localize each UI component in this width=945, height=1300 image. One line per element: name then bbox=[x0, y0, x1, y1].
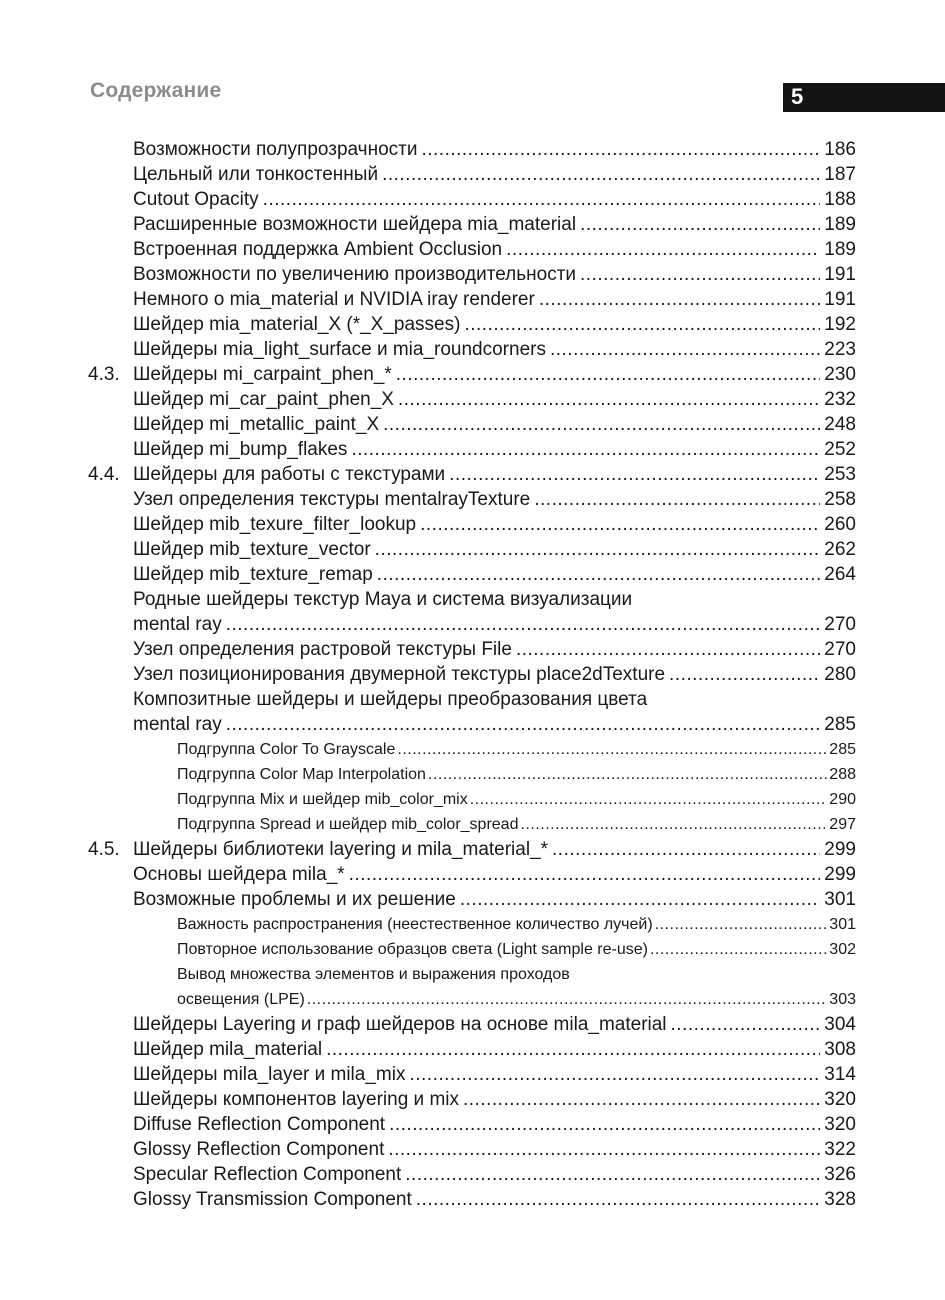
toc-leader-dots bbox=[669, 662, 820, 687]
toc-leader-dots bbox=[349, 862, 821, 887]
toc-leader-dots bbox=[655, 912, 828, 937]
toc-page-number: 285 bbox=[829, 741, 856, 758]
toc-entry bbox=[0, 662, 945, 687]
toc-entry bbox=[0, 137, 945, 162]
toc-entry-title: Подгруппа Color To Grayscale bbox=[177, 741, 396, 758]
toc-entry-title: Шейдеры mila_layer и mila_mix bbox=[133, 1064, 406, 1085]
toc-entry-title: Glossy Reflection Component bbox=[133, 1139, 385, 1160]
toc-leader-dots bbox=[580, 262, 820, 287]
toc-leader-dots bbox=[539, 287, 820, 312]
toc-page-number: 322 bbox=[824, 1139, 856, 1160]
toc-entry-title: Шейдер mib_texure_filter_lookup bbox=[133, 514, 417, 535]
toc-line bbox=[133, 162, 856, 187]
toc-entry bbox=[0, 562, 945, 587]
toc-entry-title: Шейдер mib_texture_remap bbox=[133, 564, 373, 585]
toc-leader-dots bbox=[409, 1062, 820, 1087]
toc-page-number: 326 bbox=[824, 1164, 856, 1185]
toc-entry bbox=[0, 1087, 945, 1112]
toc-page-number: 320 bbox=[824, 1089, 856, 1110]
toc-line bbox=[133, 212, 856, 237]
toc-entry-title: Композитные шейдеры и шейдеры преобразования цвета bbox=[133, 689, 648, 710]
toc-leader-dots bbox=[326, 1037, 820, 1062]
toc-section-number: 4.3. bbox=[88, 364, 120, 385]
toc-line bbox=[133, 287, 856, 312]
toc-entry-title: Важность распространения (неестественное количество лучей) bbox=[177, 916, 653, 933]
toc-entry-title: Шейдер mi_metallic_paint_X bbox=[133, 414, 380, 435]
toc-entry bbox=[0, 337, 945, 362]
toc-entry-title: Шейдеры Layering и граф шейдеров на основе mila_material bbox=[133, 1014, 667, 1035]
toc-entry bbox=[0, 237, 945, 262]
toc-leader-dots bbox=[516, 637, 820, 662]
toc-entry bbox=[0, 1137, 945, 1162]
toc-page-number: 248 bbox=[824, 414, 856, 435]
toc-page-number: 299 bbox=[824, 864, 856, 885]
toc-entry bbox=[0, 1112, 945, 1137]
toc-line bbox=[133, 1037, 856, 1062]
toc-page-number: 308 bbox=[824, 1039, 856, 1060]
toc-entry bbox=[0, 187, 945, 212]
toc-leader-dots bbox=[396, 362, 821, 387]
toc-entry-title: Шейдеры для работы с текстурами bbox=[133, 464, 446, 485]
toc-entry-title: Diffuse Reflection Component bbox=[133, 1114, 386, 1135]
toc-line bbox=[133, 637, 856, 662]
toc-line bbox=[133, 712, 856, 737]
toc-entry bbox=[0, 937, 945, 962]
toc-line bbox=[133, 1062, 856, 1087]
toc-leader-dots bbox=[226, 612, 821, 637]
toc-line bbox=[133, 437, 856, 462]
toc-page-number: 191 bbox=[824, 264, 856, 285]
toc-leader-dots bbox=[520, 812, 827, 837]
toc-page-number: 299 bbox=[824, 839, 856, 860]
toc-line bbox=[133, 687, 647, 712]
toc-line bbox=[177, 737, 856, 762]
toc-entry bbox=[0, 812, 945, 837]
toc-entry bbox=[0, 362, 945, 387]
toc-leader-dots bbox=[226, 712, 821, 737]
toc-page-number: 301 bbox=[824, 889, 856, 910]
toc-leader-dots bbox=[470, 787, 828, 812]
toc-page-number: 191 bbox=[824, 289, 856, 310]
toc-line bbox=[133, 512, 856, 537]
page-number: 5 bbox=[791, 84, 804, 109]
toc-entry bbox=[0, 1037, 945, 1062]
toc-entry bbox=[0, 462, 945, 487]
toc-page-number: 187 bbox=[824, 164, 856, 185]
toc-leader-dots bbox=[671, 1012, 821, 1037]
toc-entry bbox=[0, 887, 945, 912]
toc-page-number: 189 bbox=[824, 239, 856, 260]
toc-line bbox=[133, 562, 856, 587]
toc-page-number: 303 bbox=[829, 991, 856, 1008]
toc-line bbox=[133, 612, 856, 637]
toc-page-number: 270 bbox=[824, 614, 856, 635]
toc-line bbox=[133, 887, 856, 912]
toc-entry bbox=[0, 537, 945, 562]
toc-line bbox=[133, 412, 856, 437]
toc-entry bbox=[0, 1162, 945, 1187]
toc-page-number: 290 bbox=[829, 791, 856, 808]
toc-page-number: 188 bbox=[824, 189, 856, 210]
toc-entry-title: Cutout Opacity bbox=[133, 189, 259, 210]
toc-entry-title: Шейдер mila_material bbox=[133, 1039, 323, 1060]
toc-page-number: 301 bbox=[829, 916, 856, 933]
toc-entry-title: Узел определения текстуры mentalrayTexture bbox=[133, 489, 531, 510]
toc-leader-dots bbox=[534, 487, 820, 512]
toc-leader-dots bbox=[550, 337, 820, 362]
toc-line bbox=[133, 187, 856, 212]
toc-entry-title: Возможные проблемы и их решение bbox=[133, 889, 456, 910]
toc-entry-title: Возможности полупрозрачности bbox=[133, 139, 418, 160]
toc-entry bbox=[0, 312, 945, 337]
toc-entry bbox=[0, 912, 945, 937]
toc-entry bbox=[0, 1062, 945, 1087]
toc-leader-dots bbox=[460, 887, 820, 912]
toc-entry-title: Шейдер mi_bump_flakes bbox=[133, 439, 348, 460]
toc-line bbox=[133, 137, 856, 162]
toc-leader-dots bbox=[420, 512, 820, 537]
toc-leader-dots bbox=[398, 387, 820, 412]
toc-entry-title: Узел позиционирования двумерной текстуры place2dTexture bbox=[133, 664, 666, 685]
toc-line bbox=[133, 462, 856, 487]
toc-entry bbox=[0, 612, 945, 637]
toc-entry bbox=[0, 437, 945, 462]
toc-entry-title: Повторное использование образцов света (Light sample re-use) bbox=[177, 941, 648, 958]
toc-entry-title: Вывод множества элементов и выражения проходов bbox=[177, 966, 570, 983]
toc-line bbox=[133, 387, 856, 412]
toc-entry-title: Родные шейдеры текстур Maya и система визуализации bbox=[133, 589, 633, 610]
toc-line bbox=[133, 487, 856, 512]
toc-page-number: 280 bbox=[824, 664, 856, 685]
toc-leader-dots bbox=[506, 237, 820, 262]
toc-leader-dots bbox=[377, 562, 821, 587]
toc-line bbox=[177, 787, 856, 812]
toc-page-number: 186 bbox=[824, 139, 856, 160]
toc-page-number: 302 bbox=[829, 941, 856, 958]
toc-page-number: 270 bbox=[824, 639, 856, 660]
toc-entry-title: Возможности по увеличению производительности bbox=[133, 264, 577, 285]
toc-page-number: 189 bbox=[824, 214, 856, 235]
toc-leader-dots bbox=[351, 437, 820, 462]
toc-page-number: 192 bbox=[824, 314, 856, 335]
toc-line bbox=[133, 262, 856, 287]
toc-line bbox=[133, 312, 856, 337]
toc-line bbox=[177, 762, 856, 787]
toc-entry bbox=[0, 1187, 945, 1212]
toc-entry bbox=[0, 837, 945, 862]
toc-entry-title: Шейдер mib_texture_vector bbox=[133, 539, 371, 560]
table-of-contents bbox=[0, 137, 945, 1212]
toc-entry bbox=[0, 512, 945, 537]
toc-leader-dots bbox=[375, 537, 821, 562]
toc-line bbox=[133, 587, 632, 612]
toc-entry-title: Основы шейдера mila_* bbox=[133, 864, 345, 885]
toc-line bbox=[133, 1137, 856, 1162]
toc-leader-dots bbox=[388, 1137, 820, 1162]
toc-entry-title: Шейдеры mi_carpaint_phen_* bbox=[133, 364, 392, 385]
toc-entry-title: освещения (LPE) bbox=[177, 991, 305, 1008]
toc-page-number: 253 bbox=[824, 464, 856, 485]
toc-leader-dots bbox=[421, 137, 820, 162]
toc-entry-title: Цельный или тонкостенный bbox=[133, 164, 379, 185]
toc-entry-title: Немного о mia_material и NVIDIA iray renderer bbox=[133, 289, 535, 310]
toc-page-number: 260 bbox=[824, 514, 856, 535]
toc-entry-title: Расширенные возможности шейдера mia_material bbox=[133, 214, 577, 235]
toc-leader-dots bbox=[397, 737, 827, 762]
toc-entry-title: mental ray bbox=[133, 614, 222, 635]
toc-leader-dots bbox=[405, 1162, 820, 1187]
toc-line bbox=[177, 912, 856, 937]
toc-page-number: 285 bbox=[824, 714, 856, 735]
toc-leader-dots bbox=[650, 937, 827, 962]
toc-section-number: 4.4. bbox=[88, 464, 120, 485]
toc-leader-dots bbox=[383, 412, 820, 437]
toc-page-number: 262 bbox=[824, 539, 856, 560]
toc-leader-dots bbox=[552, 837, 820, 862]
toc-page-number: 320 bbox=[824, 1114, 856, 1135]
toc-leader-dots bbox=[580, 212, 820, 237]
toc-line bbox=[133, 237, 856, 262]
toc-line bbox=[133, 1087, 856, 1112]
toc-line bbox=[133, 1187, 856, 1212]
toc-entry bbox=[0, 862, 945, 887]
toc-entry bbox=[0, 487, 945, 512]
toc-line bbox=[177, 937, 856, 962]
toc-entry bbox=[0, 1012, 945, 1037]
toc-entry bbox=[0, 637, 945, 662]
toc-line bbox=[133, 862, 856, 887]
toc-entry bbox=[0, 712, 945, 737]
toc-entry-title: Glossy Transmission Component bbox=[133, 1189, 412, 1210]
toc-page-number: 223 bbox=[824, 339, 856, 360]
toc-leader-dots bbox=[449, 462, 820, 487]
toc-entry bbox=[0, 987, 945, 1012]
toc-entry-title: Встроенная поддержка Ambient Occlusion bbox=[133, 239, 503, 260]
toc-entry bbox=[0, 212, 945, 237]
toc-entry bbox=[0, 287, 945, 312]
toc-line bbox=[133, 662, 856, 687]
toc-entry-title: Шейдер mia_material_X (*_X_passes) bbox=[133, 314, 461, 335]
page-title: Содержание bbox=[90, 79, 222, 102]
toc-section-number: 4.5. bbox=[88, 839, 120, 860]
toc-line bbox=[177, 812, 856, 837]
toc-page-number: 232 bbox=[824, 389, 856, 410]
toc-entry bbox=[0, 762, 945, 787]
toc-entry bbox=[0, 262, 945, 287]
toc-page-number: 328 bbox=[824, 1189, 856, 1210]
toc-line bbox=[177, 987, 856, 1012]
toc-entry bbox=[0, 787, 945, 812]
toc-line bbox=[133, 337, 856, 362]
toc-entry-title: Шейдеры библиотеки layering и mila_material_* bbox=[133, 839, 549, 860]
toc-entry-title: Specular Reflection Component bbox=[133, 1164, 402, 1185]
toc-entry-title: Подгруппа Color Map Interpolation bbox=[177, 766, 426, 783]
toc-entry bbox=[0, 162, 945, 187]
toc-leader-dots bbox=[263, 187, 821, 212]
toc-entry-title: Подгруппа Mix и шейдер mib_color_mix bbox=[177, 791, 468, 808]
toc-page-number: 230 bbox=[824, 364, 856, 385]
toc-leader-dots bbox=[416, 1187, 821, 1212]
toc-page-number: 304 bbox=[824, 1014, 856, 1035]
toc-leader-dots bbox=[382, 162, 820, 187]
toc-page-number: 264 bbox=[824, 564, 856, 585]
toc-entry bbox=[0, 412, 945, 437]
toc-line bbox=[133, 362, 856, 387]
toc-page-number: 314 bbox=[824, 1064, 856, 1085]
toc-line bbox=[133, 837, 856, 862]
toc-entry bbox=[0, 587, 945, 612]
toc-leader-dots bbox=[307, 987, 828, 1012]
toc-line bbox=[133, 1112, 856, 1137]
toc-page-number: 297 bbox=[829, 816, 856, 833]
page-number-bar bbox=[783, 83, 945, 112]
toc-line bbox=[133, 537, 856, 562]
toc-entry-title: Узел определения растровой текстуры File bbox=[133, 639, 512, 660]
toc-line bbox=[133, 1012, 856, 1037]
toc-page-number: 258 bbox=[824, 489, 856, 510]
toc-entry bbox=[0, 962, 945, 987]
toc-page-number: 288 bbox=[829, 766, 856, 783]
toc-leader-dots bbox=[463, 1087, 820, 1112]
toc-entry bbox=[0, 687, 945, 712]
toc-line bbox=[133, 1162, 856, 1187]
toc-entry bbox=[0, 387, 945, 412]
toc-entry bbox=[0, 737, 945, 762]
toc-entry-title: Подгруппа Spread и шейдер mib_color_spread bbox=[177, 816, 519, 833]
toc-page-number: 252 bbox=[824, 439, 856, 460]
toc-entry-title: Шейдер mi_car_paint_phen_X bbox=[133, 389, 394, 410]
toc-leader-dots bbox=[428, 762, 827, 787]
toc-entry-title: Шейдеры mia_light_surface и mia_roundcorners bbox=[133, 339, 546, 360]
toc-line bbox=[177, 962, 570, 987]
toc-entry-title: Шейдеры компонентов layering и mix bbox=[133, 1089, 459, 1110]
toc-leader-dots bbox=[389, 1112, 820, 1137]
toc-entry-title: mental ray bbox=[133, 714, 222, 735]
toc-leader-dots bbox=[464, 312, 820, 337]
